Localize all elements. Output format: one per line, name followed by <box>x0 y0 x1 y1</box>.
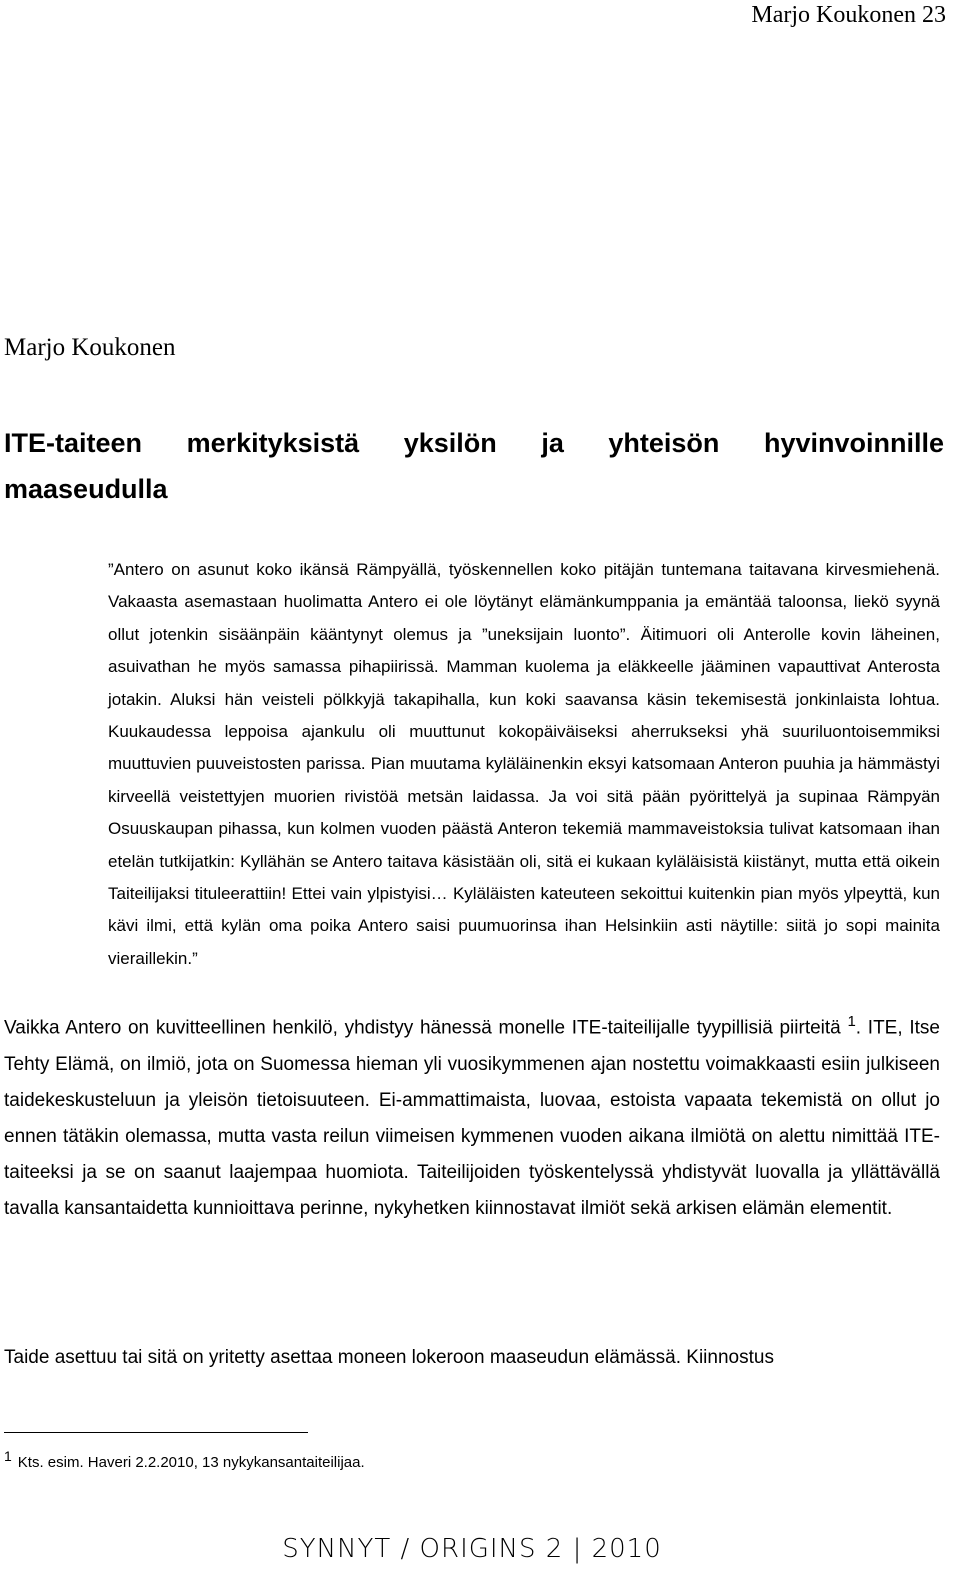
article-author: Marjo Koukonen <box>4 334 176 361</box>
body-paragraph <box>4 1004 940 1228</box>
footnote-reference[interactable]: 1 <box>847 1013 856 1030</box>
footnote-divider <box>4 1432 308 1433</box>
footnote-text: Kts. esim. Haveri 2.2.2010, 13 nykykansantaiteilijaa. <box>17 1454 365 1471</box>
page-header: Marjo Koukonen 23 <box>751 2 946 28</box>
body-text: . ITE, Itse Tehty Elämä, on ilmiö, jota on Suomessa hieman yli vuosikymmenen ajan nostettu voimakkaasti esiin julkiseen taidekeskusteluun ja yleisön tietoisuuteen. Ei-ammattimaista, luovaa, estoista vapaata tekemistä on ollut jo ennen tätäkin olemassa, mutta vasta reilun viimeisen kymmenen vuoden aikana ilmiötä on alettu nimittää ITE-taiteeksi ja se on saanut laajempaa huomiota. Taiteilijoiden työskentelyssä yhdistyvät luovalla ja yllättävällä tavalla kansantaidetta kunnioittava perinne, nykyhetken kiinnostavat ilmiöt sekä arkisen elämän elementit. <box>4 1017 940 1220</box>
body-text: Vaikka Antero on kuvitteellinen henkilö, yhdistyy hänessä monelle ITE-taiteilijalle tyypillisiä piirteitä <box>4 1017 848 1039</box>
article-title: ITE-taiteen merkityksistä yksilön ja yhteisön hyvinvoinnille maaseudulla <box>4 428 944 504</box>
opening-quote: ”Antero on asunut koko ikänsä Rämpyällä, työskennellen koko pitäjän tuntemana taitavana kirvesmiehenä. Vakaasta asemastaan huolimatta Antero ei ole löytänyt elämänkumppania ja emäntää taloonsa, liekö syynä ollut jotenkin sisäänpäin kääntynyt olemus ja ”uneksijain luonto”. Äitimuori oli Anterolle kovin läheinen, asuivathan he myös samassa pihapiirissä. Mamman kuolema ja eläkkeelle jääminen vapauttivat Anterosta jotakin. Aluksi hän veisteli pölkkyjä takapihalla, kun koki saavansa käsin tekemisestä jonkinlaista lohtua. Kuukaudessa leppoisa ajankulu oli muuttunut kokopäiväiseksi aherrukseksi yhä suuriluontoisemmiksi muuttuvien puuveistosten parissa. Pian muutama kyläläinenkin eksyi katsomaan Anteron puuhia ja hämmästyi kirveellä veistettyjen muorien rivistöä metsän laidassa. Ja voi sitä pään pyörittelyä ja supinaa Rämpyän Osuuskaupan pihassa, kun kolmen vuoden päästä Anteron tekemiä mammaveistoksia tulivat katsomaan ihan etelän tutkijatkin: Kyllähän se Antero taitava käsistään oli, sitä ei kukaan kyläläisistä kiistänyt, mutta että oikein Taiteilijaksi tituleerattiin! Ettei vain ylpistyisi… Kyläläisten kateuteen sekoittui kuitenkin pian myös ylpeyttä, kun kävi ilmi, että kylän oma poika Antero saisi puumuorinsa ihan Helsinkiin asti näytille: siitä jo sopi mainita vieraillekin.” <box>108 560 940 968</box>
footnote <box>4 1448 365 1471</box>
body-paragraph: Taide asettuu tai sitä on yritetty asettaa moneen lokeroon maaseudun elämässä. Kiinnostus <box>4 1347 774 1368</box>
footnote-number: 1 <box>4 1448 12 1464</box>
journal-footer: SYNNYT / ORIGINS 2 | 2010 <box>282 1534 662 1564</box>
